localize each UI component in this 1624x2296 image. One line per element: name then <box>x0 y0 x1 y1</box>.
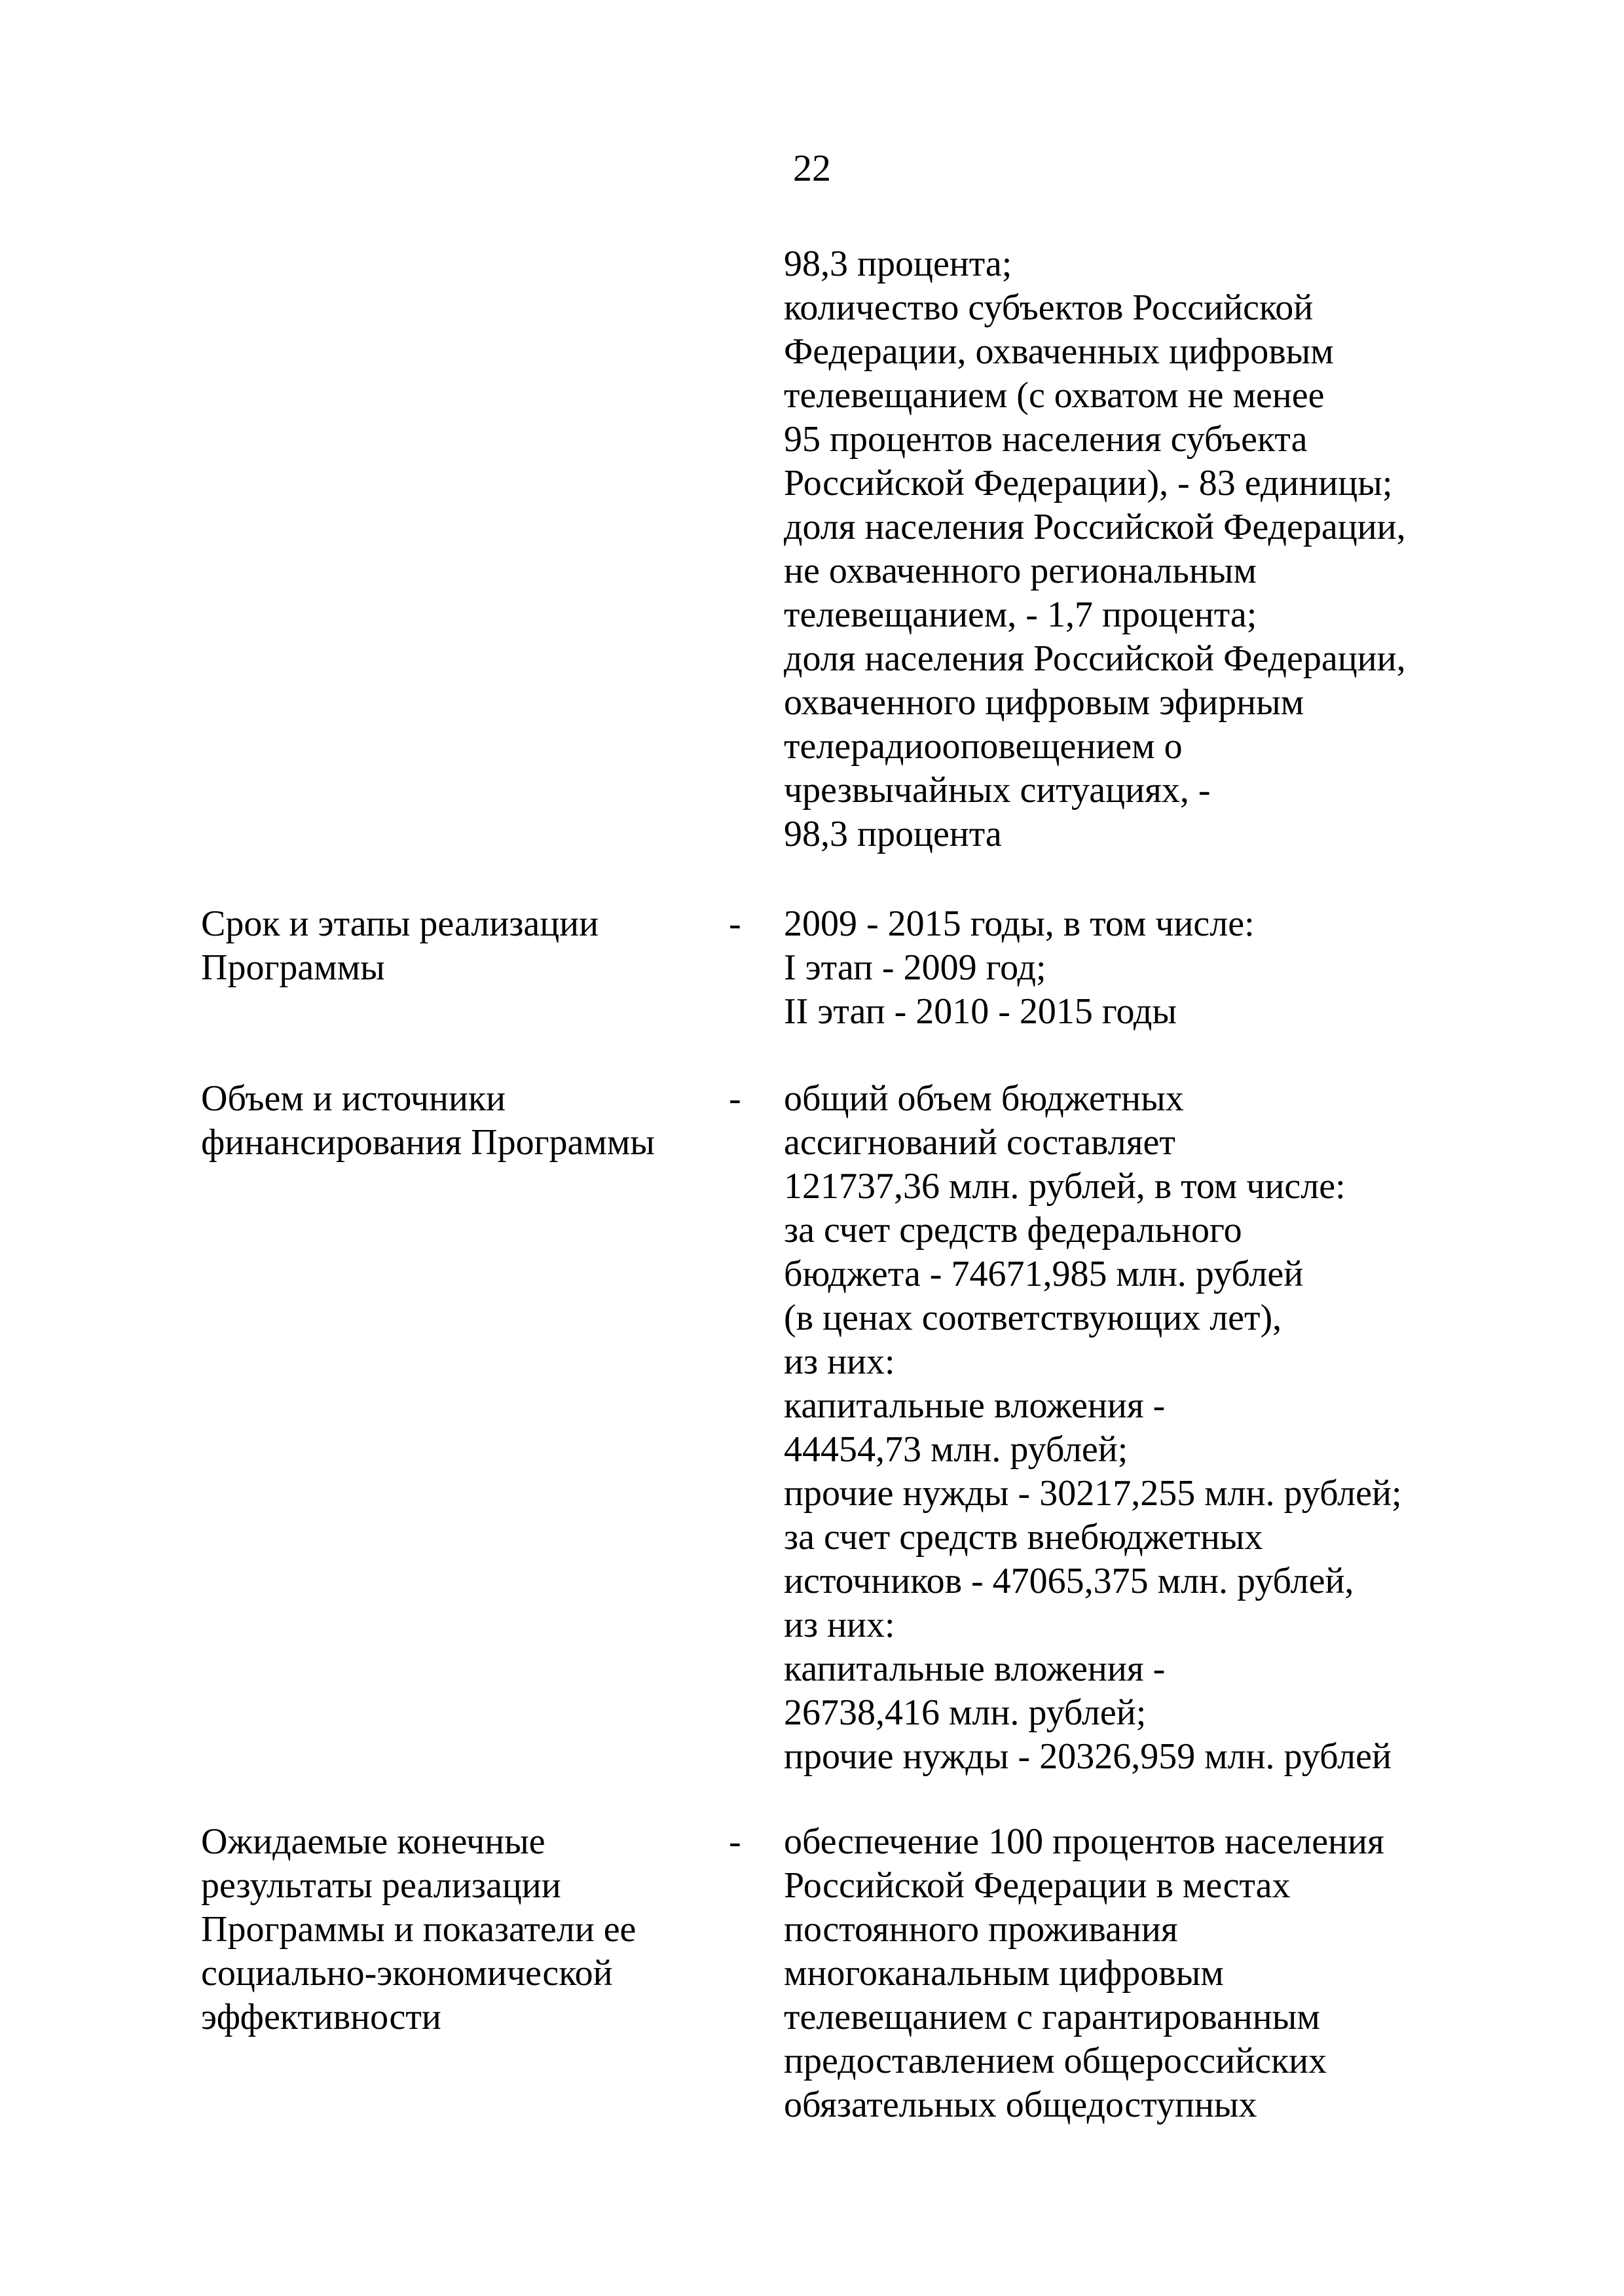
label-line: Объем и источники <box>201 1078 506 1119</box>
value-line: предоставлением общероссийских <box>784 2041 1327 2081</box>
text-line: телерадиооповещением о <box>784 726 1183 767</box>
continuation-text <box>784 242 1406 856</box>
label-line: Срок и этапы реализации <box>201 903 599 944</box>
section-value <box>784 1077 1402 1779</box>
value-line: за счет средств внебюджетных <box>784 1517 1263 1558</box>
label-line: Ожидаемые конечные <box>201 1821 545 1862</box>
label-line: результаты реализации <box>201 1865 561 1906</box>
page-number: 22 <box>793 147 831 189</box>
value-line: 121737,36 млн. рублей, в том числе: <box>784 1166 1346 1207</box>
value-line: из них: <box>784 1605 895 1645</box>
text-line: доля населения Российской Федерации, <box>784 507 1406 547</box>
value-line: 26738,416 млн. рублей; <box>784 1692 1147 1733</box>
dash-separator: - <box>729 1821 741 1862</box>
section-label <box>201 902 599 990</box>
section-label <box>201 1077 655 1165</box>
value-line: 2009 - 2015 годы, в том числе: <box>784 903 1255 944</box>
label-line: Программы <box>201 947 385 988</box>
value-line: капитальные вложения - <box>784 1649 1166 1689</box>
text-line: телевещанием (с охватом не менее <box>784 375 1325 416</box>
text-line: 98,3 процента; <box>784 244 1012 284</box>
section-value <box>784 1820 1384 2127</box>
dash-separator: - <box>729 903 741 944</box>
label-line: социально-экономической <box>201 1953 613 1994</box>
text-line: количество субъектов Российской <box>784 287 1314 328</box>
text-line: 95 процентов населения субъекта <box>784 419 1308 460</box>
value-line: источников - 47065,375 млн. рублей, <box>784 1561 1354 1601</box>
value-line: ассигнований составляет <box>784 1122 1175 1163</box>
value-line: II этап - 2010 - 2015 годы <box>784 991 1177 1032</box>
text-line: Российской Федерации), - 83 единицы; <box>784 463 1393 503</box>
value-line: из них: <box>784 1341 895 1382</box>
label-line: Программы и показатели ее <box>201 1909 637 1950</box>
value-line: капитальные вложения - <box>784 1385 1166 1426</box>
value-line: обязательных общедоступных <box>784 2085 1257 2125</box>
value-line: прочие нужды - 20326,959 млн. рублей <box>784 1736 1392 1777</box>
section-value <box>784 902 1255 1034</box>
section-label <box>201 1820 636 2039</box>
text-line: не охваченного региональным <box>784 551 1257 591</box>
value-line: (в ценах соответствующих лет), <box>784 1298 1282 1338</box>
text-line: телевещанием, - 1,7 процента; <box>784 594 1257 635</box>
value-line: общий объем бюджетных <box>784 1078 1184 1119</box>
text-line: охваченного цифровым эфирным <box>784 682 1304 723</box>
text-line: чрезвычайных ситуациях, - <box>784 770 1211 811</box>
dash-separator: - <box>729 1078 741 1119</box>
value-line: 44454,73 млн. рублей; <box>784 1429 1128 1470</box>
label-line: эффективности <box>201 1997 441 2037</box>
text-line: доля населения Российской Федерации, <box>784 638 1406 679</box>
text-line: 98,3 процента <box>784 814 1002 854</box>
value-line: бюджета - 74671,985 млн. рублей <box>784 1254 1304 1294</box>
value-line: прочие нужды - 30217,255 млн. рублей; <box>784 1473 1402 1514</box>
value-line: I этап - 2009 год; <box>784 947 1046 988</box>
text-line: Федерации, охваченных цифровым <box>784 331 1334 372</box>
value-line: за счет средств федерального <box>784 1210 1242 1250</box>
value-line: обеспечение 100 процентов населения <box>784 1821 1384 1862</box>
value-line: телевещанием с гарантированным <box>784 1997 1320 2037</box>
label-line: финансирования Программы <box>201 1122 655 1163</box>
value-line: Российской Федерации в местах <box>784 1865 1291 1906</box>
value-line: многоканальным цифровым <box>784 1953 1224 1994</box>
value-line: постоянного проживания <box>784 1909 1178 1950</box>
